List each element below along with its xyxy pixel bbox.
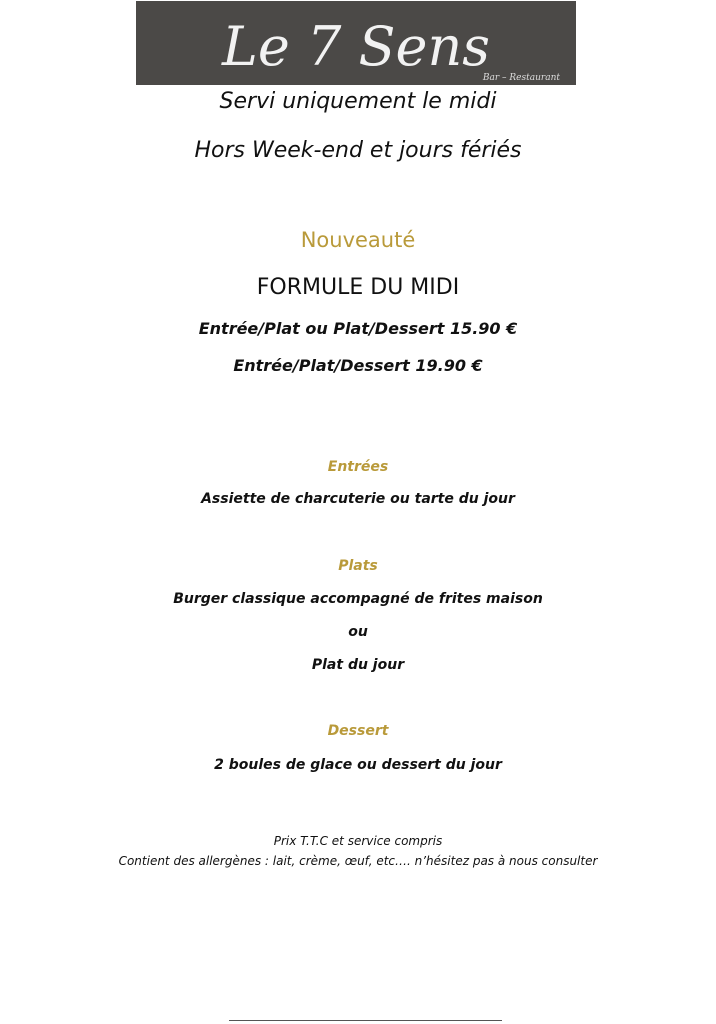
footer-divider [229, 1020, 502, 1021]
menu-item-plat: Burger classique accompagné de frites maison [173, 591, 543, 607]
logo-lettering [136, 1, 576, 85]
menu-item-separator: ou [348, 624, 368, 640]
allergens-note: Contient des allergènes : lait, crème, œuf, etc…. n’hésitez pas à nous consulter [118, 854, 598, 868]
section-heading-entrees: Entrées [327, 459, 389, 475]
section-heading-plats: Plats [338, 558, 378, 574]
price-note: Prix T.T.C et service compris [273, 834, 443, 848]
formula-offer: Entrée/Plat/Dessert 19.90 € [233, 356, 483, 375]
service-hours-note: Servi uniquement le midi [219, 89, 497, 114]
logo-name: Le 7 Sens [222, 15, 490, 78]
new-badge: Nouveauté [300, 228, 416, 252]
restaurant-logo [136, 1, 576, 85]
closed-days-note: Hors Week-end et jours fériés [194, 138, 522, 163]
section-heading-dessert: Dessert [327, 723, 389, 739]
menu-item-plat: Plat du jour [311, 657, 405, 673]
formula-title: FORMULE DU MIDI [256, 275, 460, 300]
logo-tagline: Bar – Restaurant [482, 73, 560, 83]
menu-item-dessert: 2 boules de glace ou dessert du jour [214, 757, 502, 773]
formula-offer: Entrée/Plat ou Plat/Dessert 15.90 € [198, 319, 518, 338]
menu-item-entree: Assiette de charcuterie ou tarte du jour [201, 491, 515, 507]
